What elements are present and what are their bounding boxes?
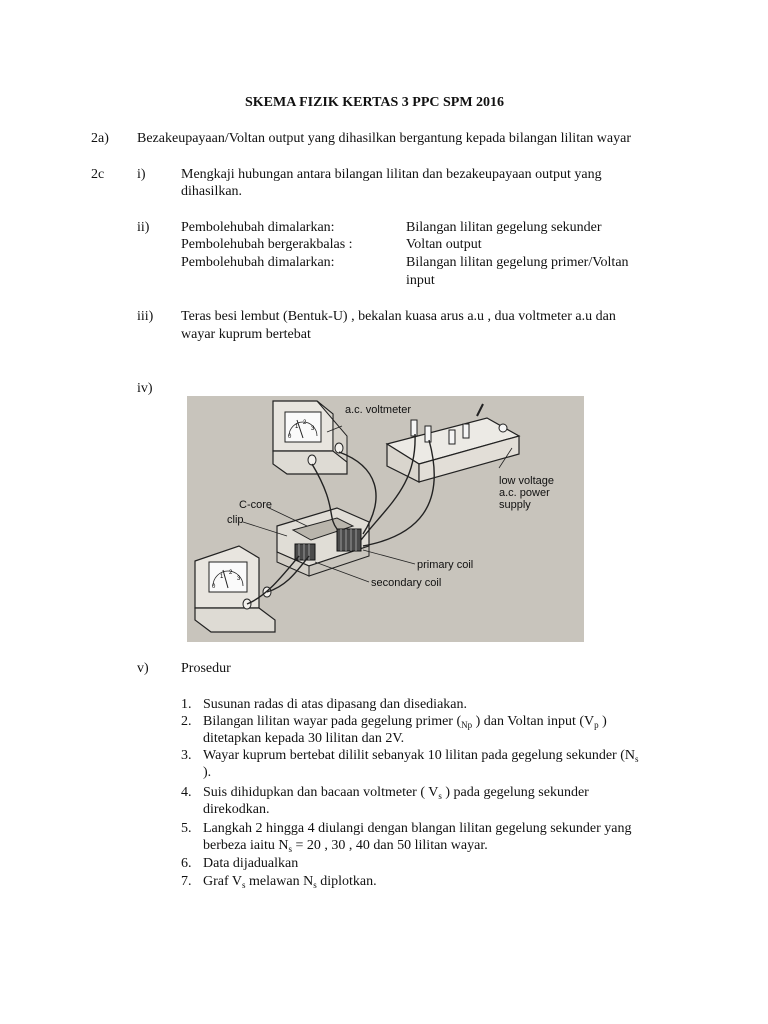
procedure-heading: Prosedur (181, 661, 231, 676)
question-2c-number: 2c (91, 167, 105, 182)
label-supply: supply (499, 499, 531, 511)
part-ii-number: ii) (137, 220, 150, 235)
procedure-step: 7. Graf $V_s$ melawan $N_s$ diplotkan. (181, 874, 377, 890)
meter-tick: 2 (303, 420, 307, 426)
variable-value-continued: input (406, 273, 435, 288)
meter-tick: 0 (288, 434, 292, 440)
part-iii-line1: Teras besi lembut (Bentuk-U) , bekalan kuasa arus a.u , dua voltmeter a.u dan (181, 309, 616, 324)
variable-label: Pembolehubah dimalarkan: (181, 220, 335, 235)
label-ac-power: a.c. power (499, 487, 550, 499)
procedure-step: 1. Susunan radas di atas dipasang dan disediakan. (181, 697, 467, 712)
label-secondary-coil: secondary coil (371, 577, 442, 589)
part-v-number: v) (137, 661, 149, 676)
part-i-line1: Mengkaji hubungan antara bilangan lilitan dan bezakeupayaan output yang (181, 167, 602, 182)
meter-tick: 0 (212, 584, 216, 590)
document-title: SKEMA FIZIK KERTAS 3 PPC SPM 2016 (245, 95, 505, 110)
part-i-line2: dihasilkan. (181, 184, 243, 199)
meter-tick: 1 (220, 574, 224, 580)
procedure-step: 5. Langkah 2 hingga 4 diulangi dengan blangan lilitan gegelung sekunder yang berbeza iaitu $N_s = 20$ , 30 , 40 dan 50 lilitan wayar. (181, 821, 632, 854)
label-low-voltage: low voltage (499, 475, 555, 487)
meter-tick: 3 (311, 426, 315, 432)
label-primary-coil: primary coil (417, 559, 474, 571)
question-2a-answer: Bezakeupayaan/Voltan output yang dihasilkan bergantung kepada bilangan lilitan wayar (137, 131, 631, 146)
part-iv-number: iv) (137, 381, 153, 396)
part-iii-number: iii) (137, 309, 154, 324)
variable-value: Bilangan lilitan gegelung sekunder (406, 220, 602, 235)
variable-value: Bilangan lilitan gegelung primer/Voltan (406, 255, 629, 270)
label-c-core: C-core (239, 499, 273, 511)
label-clip: clip (227, 514, 244, 526)
procedure-step: 2. Bilangan lilitan wayar pada gegelung primer ($_{Np}$ ) dan Voltan input ($V_p$ ) ditetapkan kepada 30 lilitan dan 2V. (181, 714, 607, 746)
label-ac-voltmeter: a.c. voltmeter (345, 404, 412, 416)
apparatus-figure (187, 396, 584, 642)
procedure-step: 4. Suis dihidupkan dan bacaan voltmeter ( $V_s$ ) pada gegelung sekunder direkodkan. (181, 785, 589, 817)
part-iii-line2: wayar kuprum bertebat (181, 327, 311, 342)
variable-label: Pembolehubah dimalarkan: (181, 255, 335, 270)
variable-label: Pembolehubah bergerakbalas : (181, 237, 353, 252)
procedure-step: 3. Wayar kuprum bertebat dililit sebanyak 10 lilitan pada gegelung sekunder ($N_s$ ). (181, 748, 639, 780)
meter-tick: 3 (237, 576, 241, 582)
meter-tick: 2 (229, 570, 233, 576)
part-i-number: i) (137, 167, 146, 182)
question-2a-number: 2a) (91, 131, 109, 146)
meter-tick: 1 (295, 424, 299, 430)
variable-value: Voltan output (406, 237, 482, 252)
procedure-step: 6. Data dijadualkan (181, 856, 299, 871)
